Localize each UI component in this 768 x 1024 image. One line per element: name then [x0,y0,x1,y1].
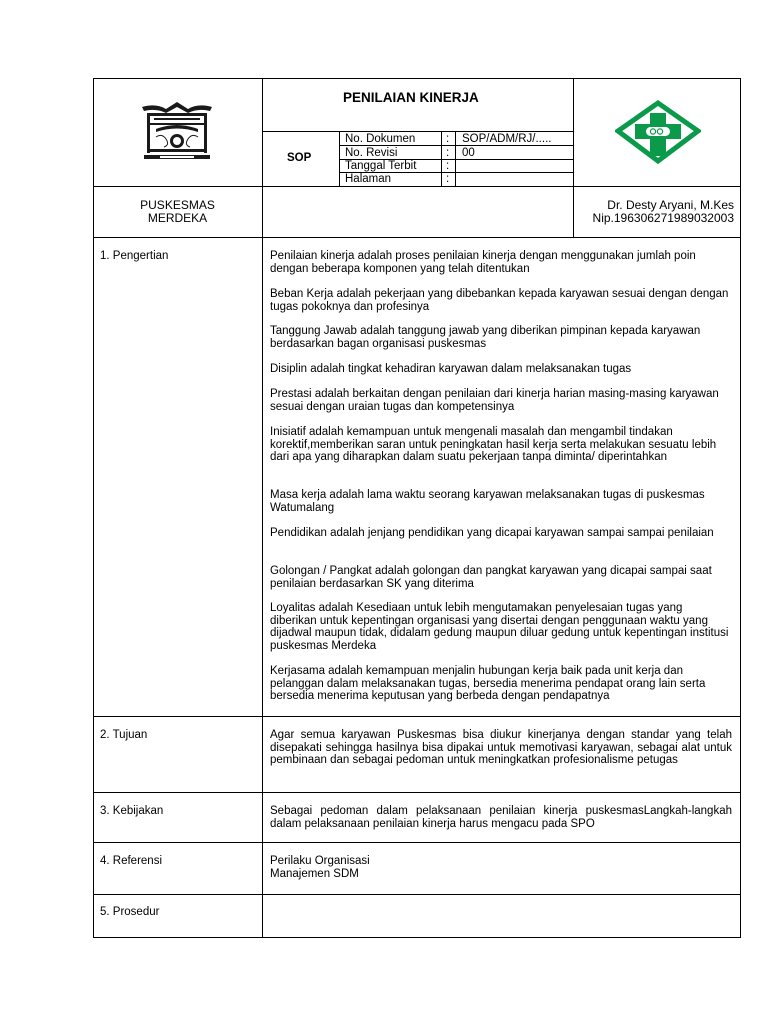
referensi-line: Manajemen SDM [270,868,359,880]
divider [262,78,263,238]
divider [93,792,741,793]
field-label-no-dokumen: No. Dokumen [345,133,416,145]
definition-paragraph: Tanggung Jawab adalah tanggung jawab yang diberikan pimpinan kepada karyawan berdasarkan bagan organisasi puskesmas [270,325,701,350]
divider [262,131,573,132]
divider [262,237,263,938]
signer-nip: Nip.196306271989032003 [592,211,734,225]
sop-label: SOP [287,152,312,164]
divider [93,842,741,843]
signer-name: Dr. Desty Aryani, M.Kes [607,198,734,212]
org-name-line1: PUSKESMAS [140,198,215,212]
definition-paragraph: Masa kerja adalah lama waktu seorang karyawan melaksanakan tugas di puskesmas Watumalang [270,489,705,514]
divider [93,716,741,717]
definition-paragraph: Penilaian kinerja adalah proses penilaian kinerja dengan menggunakan jumlah poin dengan beberapa komponen yang telah ditentukan [270,250,696,275]
section-label-referensi: 4. Referensi [100,855,163,867]
definition-paragraph: Pendidikan adalah jenjang pendidikan yang dicapai karyawan sampai sampai penilaian [270,527,714,539]
divider [93,894,741,895]
field-sep: : [446,147,450,159]
definition-paragraph: Beban Kerja adalah pekerjaan yang dibebankan kepada karyawan sesuai dengan dengan tugas pokoknya dan profesinya [270,288,729,313]
section-label-prosedur: 5. Prosedur [100,906,160,918]
section-label-tujuan: 2. Tujuan [100,729,148,741]
definition-paragraph: Inisiatif adalah kemampuan untuk mengenali masalah dan mengambil tindakan korektif,memberikan saran untuk peningkatan hasil kerja serta melakukan sesuatu lebih dari apa yang diharapkan dalam suatu pekerjaan tanpa diminta/ diperintahkan [270,426,717,464]
field-label-halaman: Halaman [345,173,392,185]
tujuan-text: Agar semua karyawan Puskesmas bisa diukur kinerjanya dengan standar yang telah disepakati sehingga hasilnya bisa dipakai untuk memotivasi karyawan, sebagai alat untuk pembinaan dan sebagai pedoman untuk meningkatkan profesionalisme petugas [270,729,732,767]
definition-paragraph: Kerjasama adalah kemampuan menjalin hubungan kerja baik pada unit kerja dan pelanggan dalam melaksanakan tugas, bersedia menerima pendapat orang lain serta bersedia menerima keputusan yang berbeda dengan pendapatnya [270,665,706,703]
field-label-no-revisi: No. Revisi [345,147,398,159]
kebijakan-text: Sebagai pedoman dalam pelaksanaan penilaian kinerja puskesmasLangkah-langkah dalam pelaksanaan penilaian kinerja harus mengacu pada SPO [270,805,732,830]
divider [93,186,741,187]
field-sep: : [446,160,450,172]
org-name-line2: MERDEKA [147,211,208,225]
divider [93,237,741,238]
field-value-no-revisi: 00 [462,147,475,159]
referensi-line: Perilaku Organisasi [270,855,370,867]
section-label-kebijakan: 3. Kebijakan [100,805,164,817]
field-sep: : [446,133,450,145]
definition-paragraph: Loyalitas adalah Kesediaan untuk lebih mengutamakan penyelesaian tugas yang diberikan untuk kepentingan organisasi yang disertai dengan penggunaan waktu yang dijadwal maupun tidak, didalam gedung maupun diluar gedung untuk kepentingan institusi puskesmas Merdeka [270,602,729,652]
field-sep: : [446,173,450,185]
field-value-no-dokumen: SOP/ADM/RJ/..... [462,133,552,145]
section-label-pengertian: 1. Pengertian [100,250,169,262]
regional-emblem-logo [136,99,218,165]
field-label-tanggal-terbit: Tanggal Terbit [345,160,417,172]
definition-paragraph: Disiplin adalah tingkat kehadiran karyawan dalam melaksanakan tugas [270,363,632,375]
divider [573,78,574,238]
puskesmas-logo [615,100,701,164]
definition-paragraph: Prestasi adalah berkaitan dengan penilaian dari kinerja harian masing-masing karyawan sesuai dengan uraian tugas dan kompetensinya [270,388,719,413]
definition-paragraph: Golongan / Pangkat adalah golongan dan pangkat karyawan yang dicapai sampai saat penilaian berdasarkan SK yang diterima [270,565,712,590]
document-title: PENILAIAN KINERJA [343,90,479,105]
